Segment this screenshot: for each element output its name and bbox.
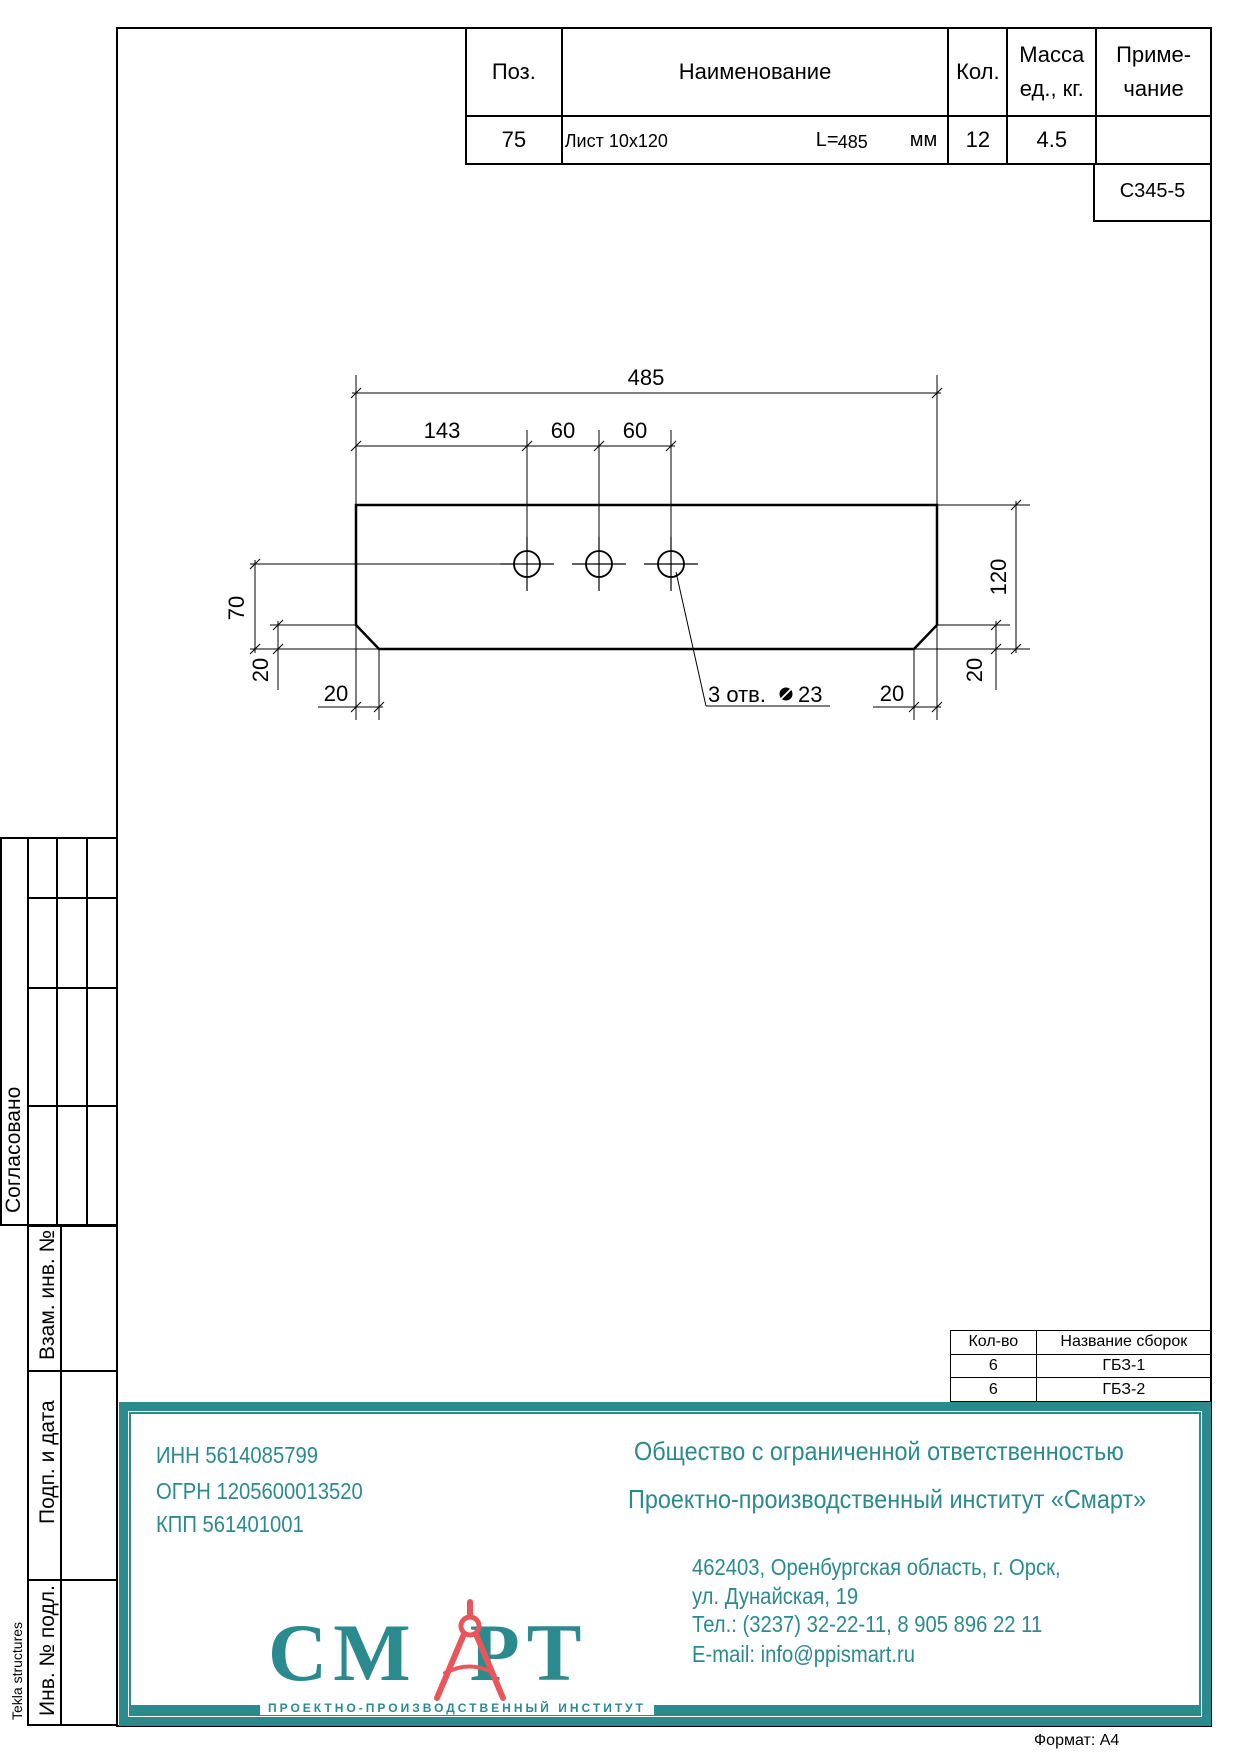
org-line-2: Проектно-производственный институт «Смарт» <box>628 1484 1147 1514</box>
inv-replace-label: Взам. инв. № <box>36 1229 59 1360</box>
header-name: Наименование <box>562 28 949 116</box>
length-unit: мм <box>909 129 938 151</box>
dim-height: 120 <box>986 558 1011 596</box>
plate-outline <box>356 505 937 649</box>
email: E-mail: info@ppismart.ru <box>692 1641 916 1667</box>
holes-label: 3 отв. <box>708 682 766 707</box>
address-1: 462403, Оренбургская область, г. Орск, <box>692 1554 1061 1580</box>
assemblies-table <box>950 1330 1212 1402</box>
address-2: ул. Дунайская, 19 <box>692 1583 859 1609</box>
dim-chamfer-right: 20 <box>962 657 987 683</box>
logo-subtitle: ПРОЕКТНО-ПРОИЗВОДСТВЕННЫЙ ИНСТИТУТ <box>260 1701 654 1715</box>
cell-qty: 12 <box>948 116 1007 164</box>
sign-date-label: Подп. и дата <box>36 1400 59 1524</box>
asm-name: ГБЗ-1 <box>1036 1354 1211 1378</box>
dim-chamfer-bottom-left: 20 <box>323 681 349 706</box>
agreed-label: Согласовано <box>2 1086 25 1213</box>
asm-header-name: Название сборок <box>1036 1331 1211 1355</box>
asm-header-qty: Кол-во <box>951 1331 1037 1355</box>
dim-hole-height: 70 <box>224 595 249 621</box>
inn: ИНН 5614085799 <box>156 1442 318 1468</box>
phone: Тел.: (3237) 32-22-11, 8 905 896 22 11 <box>692 1611 1043 1637</box>
asm-name: ГБЗ-2 <box>1036 1378 1211 1402</box>
dim-pitch-2: 60 <box>622 418 648 443</box>
cell-pos: 75 <box>466 116 562 164</box>
inv-orig-label: Инв. № подл. <box>36 1585 59 1716</box>
software-label: Tekla structures <box>9 1621 25 1720</box>
dim-first-hole: 143 <box>423 418 461 443</box>
kpp: КПП 561401001 <box>156 1511 304 1537</box>
ogrn: ОГРН 1205600013520 <box>156 1478 363 1504</box>
dim-chamfer-bottom-right: 20 <box>879 681 905 706</box>
header-qty: Кол. <box>948 28 1007 116</box>
asm-qty: 6 <box>951 1354 1037 1378</box>
holes-diameter: 23 <box>798 682 823 707</box>
length-value: 485 <box>837 132 868 152</box>
plate-drawing <box>0 0 1240 760</box>
logo-text: СМ РТ <box>268 1607 588 1698</box>
format-label: Формат: А4 <box>1034 1732 1120 1749</box>
dim-pitch-1: 60 <box>550 418 576 443</box>
asm-qty: 6 <box>951 1378 1037 1402</box>
dim-total: 485 <box>627 365 665 390</box>
length-label: L= <box>815 129 839 151</box>
header-mass: Масса ед., кг. <box>1007 28 1096 116</box>
header-pos: Поз. <box>466 28 562 116</box>
header-note: Приме- чание <box>1096 28 1211 116</box>
steel-grade: С345-5 <box>1093 163 1212 222</box>
org-line-1: Общество с ограниченной ответственностью <box>634 1436 1124 1466</box>
dim-chamfer-left: 20 <box>248 657 273 683</box>
part-name: Лист 10x120 <box>564 131 668 151</box>
cell-mass: 4.5 <box>1007 116 1096 164</box>
compass-logo-icon <box>425 1598 515 1703</box>
